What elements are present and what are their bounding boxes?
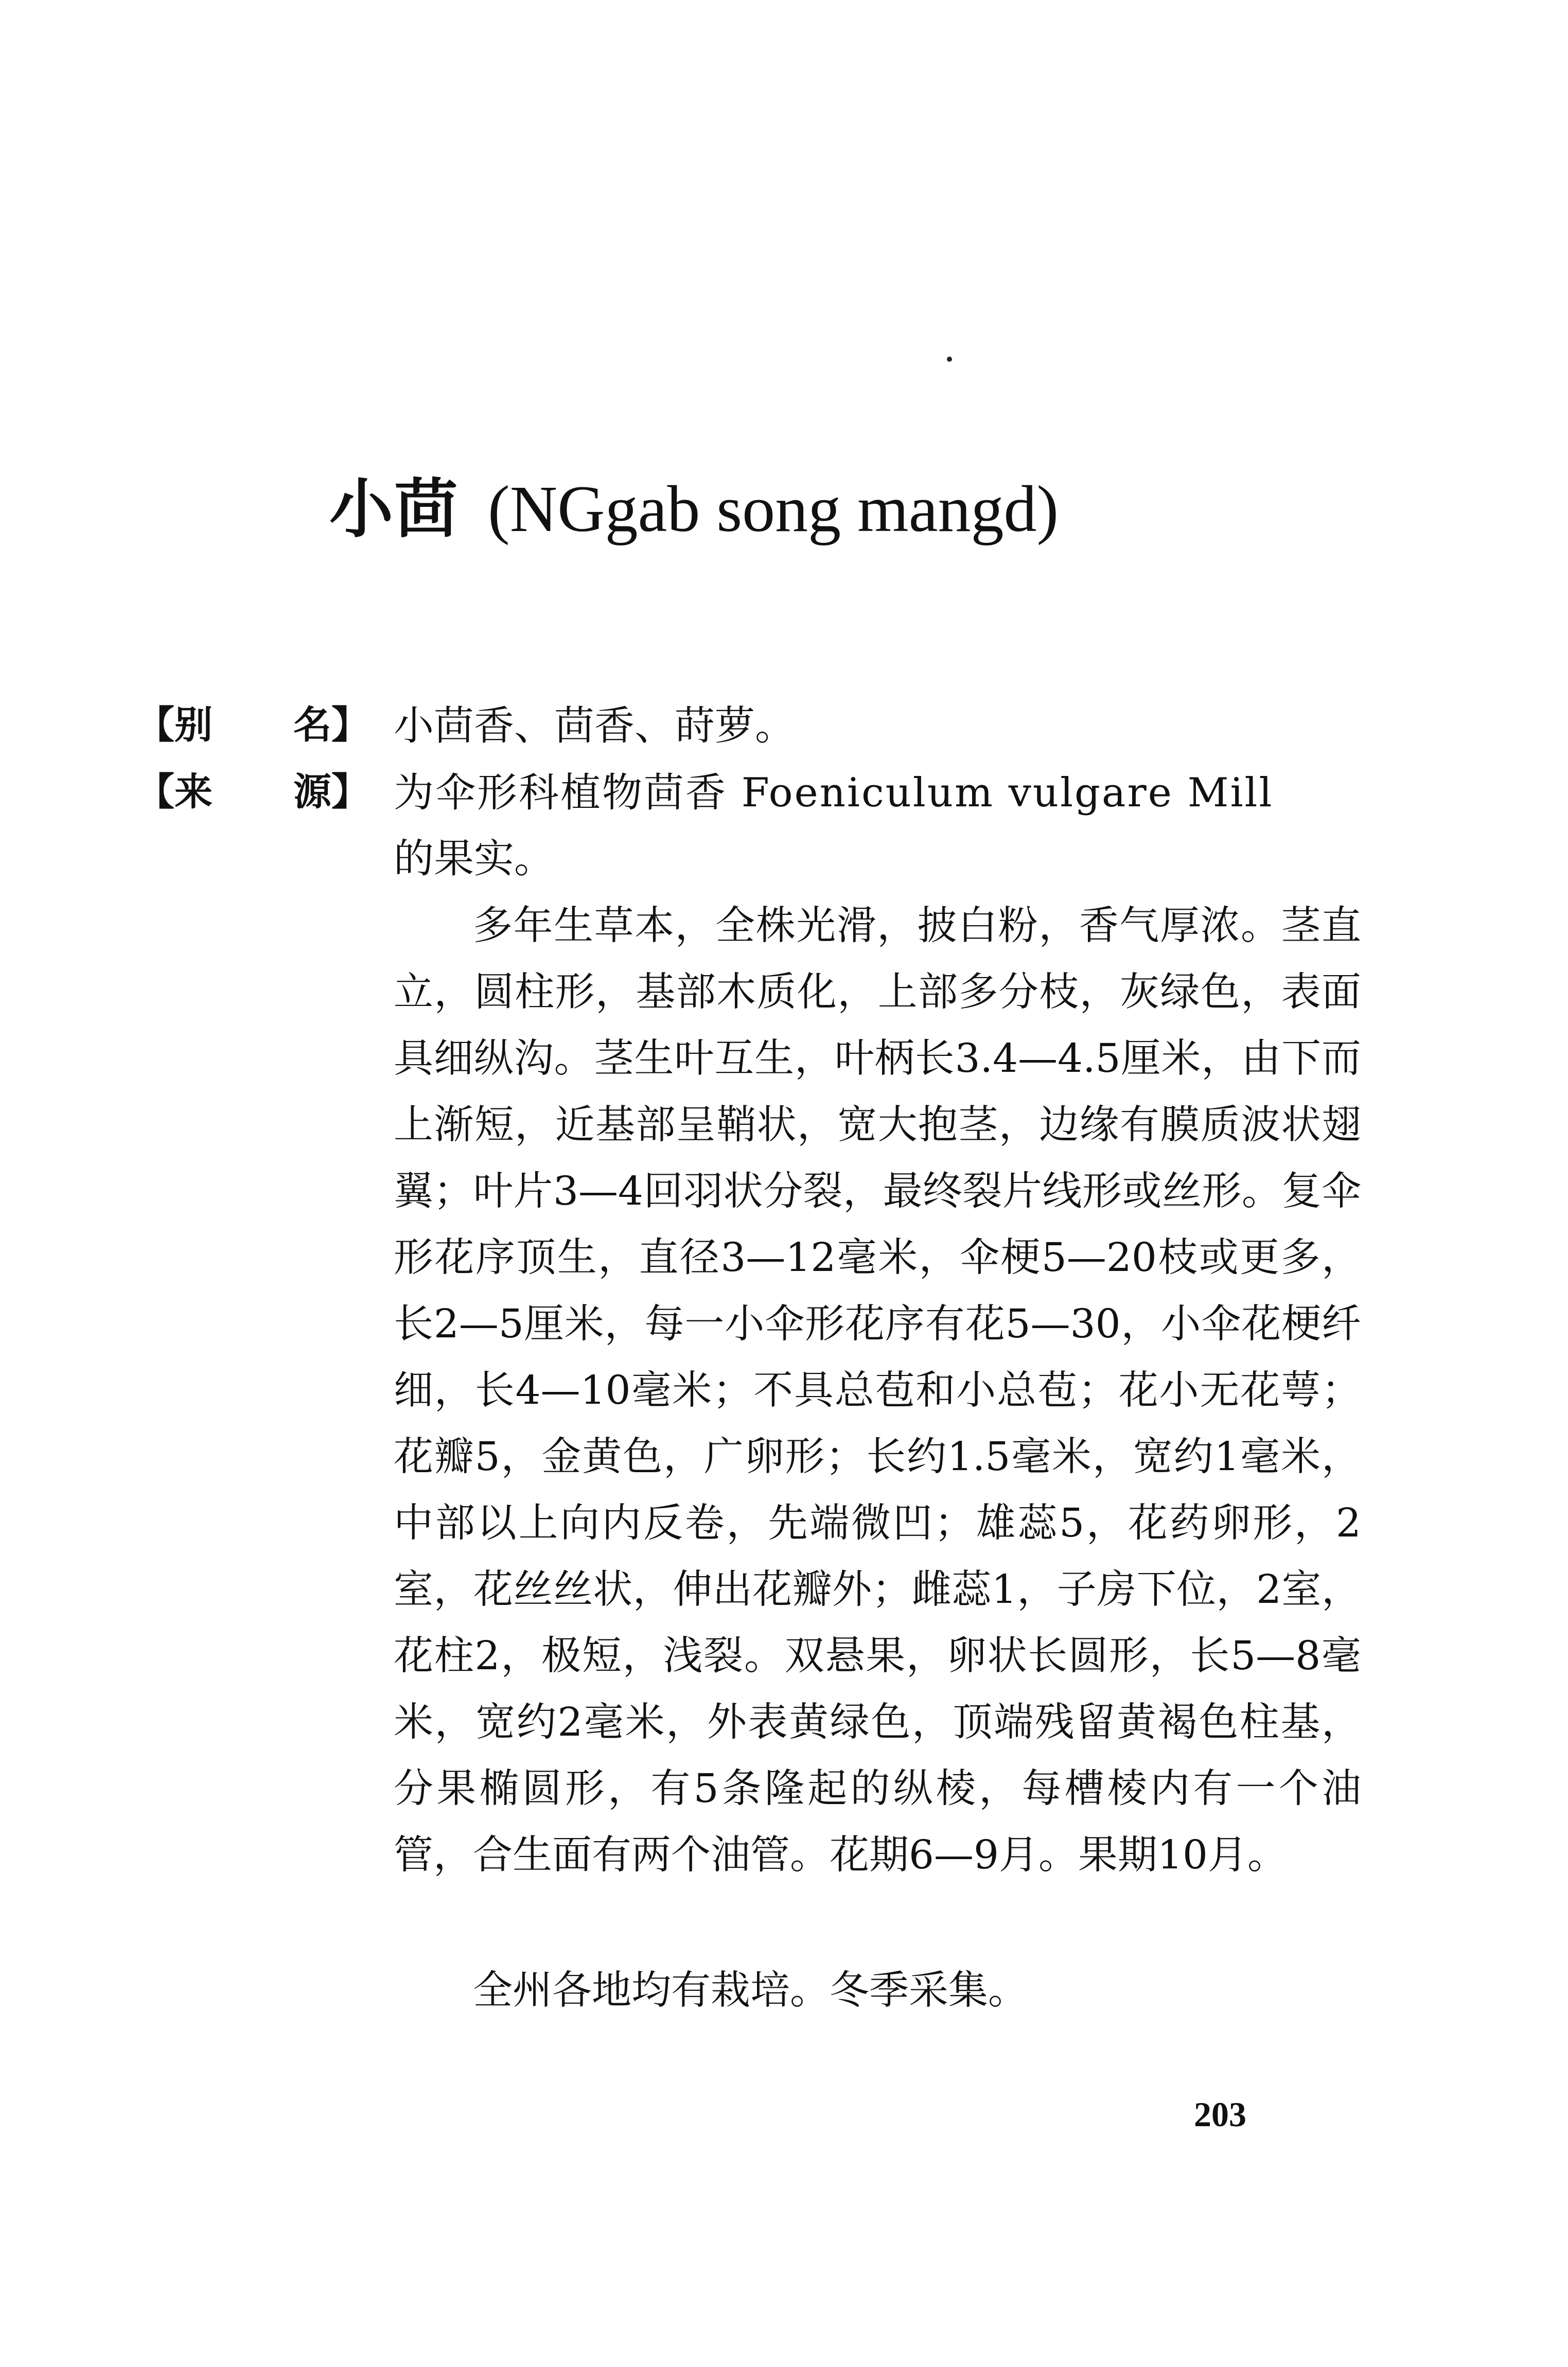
stray-dot xyxy=(947,357,952,362)
title-chinese: 小茴 xyxy=(329,472,460,546)
habitat-paragraph: 全州各地均有栽培。冬季采集。 xyxy=(473,1968,1028,2013)
alias-label-part1: 【别 xyxy=(136,703,213,747)
page-title xyxy=(329,472,1059,546)
alias-label-part2: 名】 xyxy=(293,703,369,747)
source-label-part1: 【来 xyxy=(136,770,213,814)
page-number: 203 xyxy=(1194,2095,1246,2134)
source-text-continuation: 的果实。 xyxy=(394,836,555,882)
alias-text: 小茴香、茴香、莳萝。 xyxy=(394,703,796,749)
description-paragraph: 多年生草本，全株光滑，披白粉，香气厚浓。茎直立，圆柱形，基部木质化，上部多分枝，灰绿色，表面具细纵沟。茎生叶互生，叶柄长3.4—4.5厘米，由下而上渐短，近基部呈鞘状，宽大抱茎，边缘有膜质波状翅翼；叶片3—4回羽状分裂，最终裂片线形或丝形。复伞形花序顶生，直径3—12毫米，伞梗5—20枝或更多，长2—5厘米，每一小伞形花序有花5—30，小伞花梗纤细，长4—10毫米；不具总苞和小总苞；花小无花萼；花瓣5，金黄色，广卵形；长约1.5毫米，宽约1毫米，中部以上向内反卷，先端微凹；雄蕊5，花药卵形，2室，花丝丝状，伸出花瓣外；雌蕊1，子房下位，2室，花柱2，极短，浅裂。双悬果，卵状长圆形，长5—8毫米，宽约2毫米，外表黄绿色，顶端残留黄褐色柱基，分果椭圆形，有5条隆起的纵棱，每槽棱内有一个油管，合生面有两个油管。花期6—9月。果期10月。 xyxy=(394,903,1361,1878)
source-label-part2: 源】 xyxy=(293,770,369,814)
source-text: 为伞形科植物茴香 Foeniculum vulgare Mill xyxy=(394,770,1274,816)
title-latin: (NGgab song mangd) xyxy=(488,472,1059,545)
